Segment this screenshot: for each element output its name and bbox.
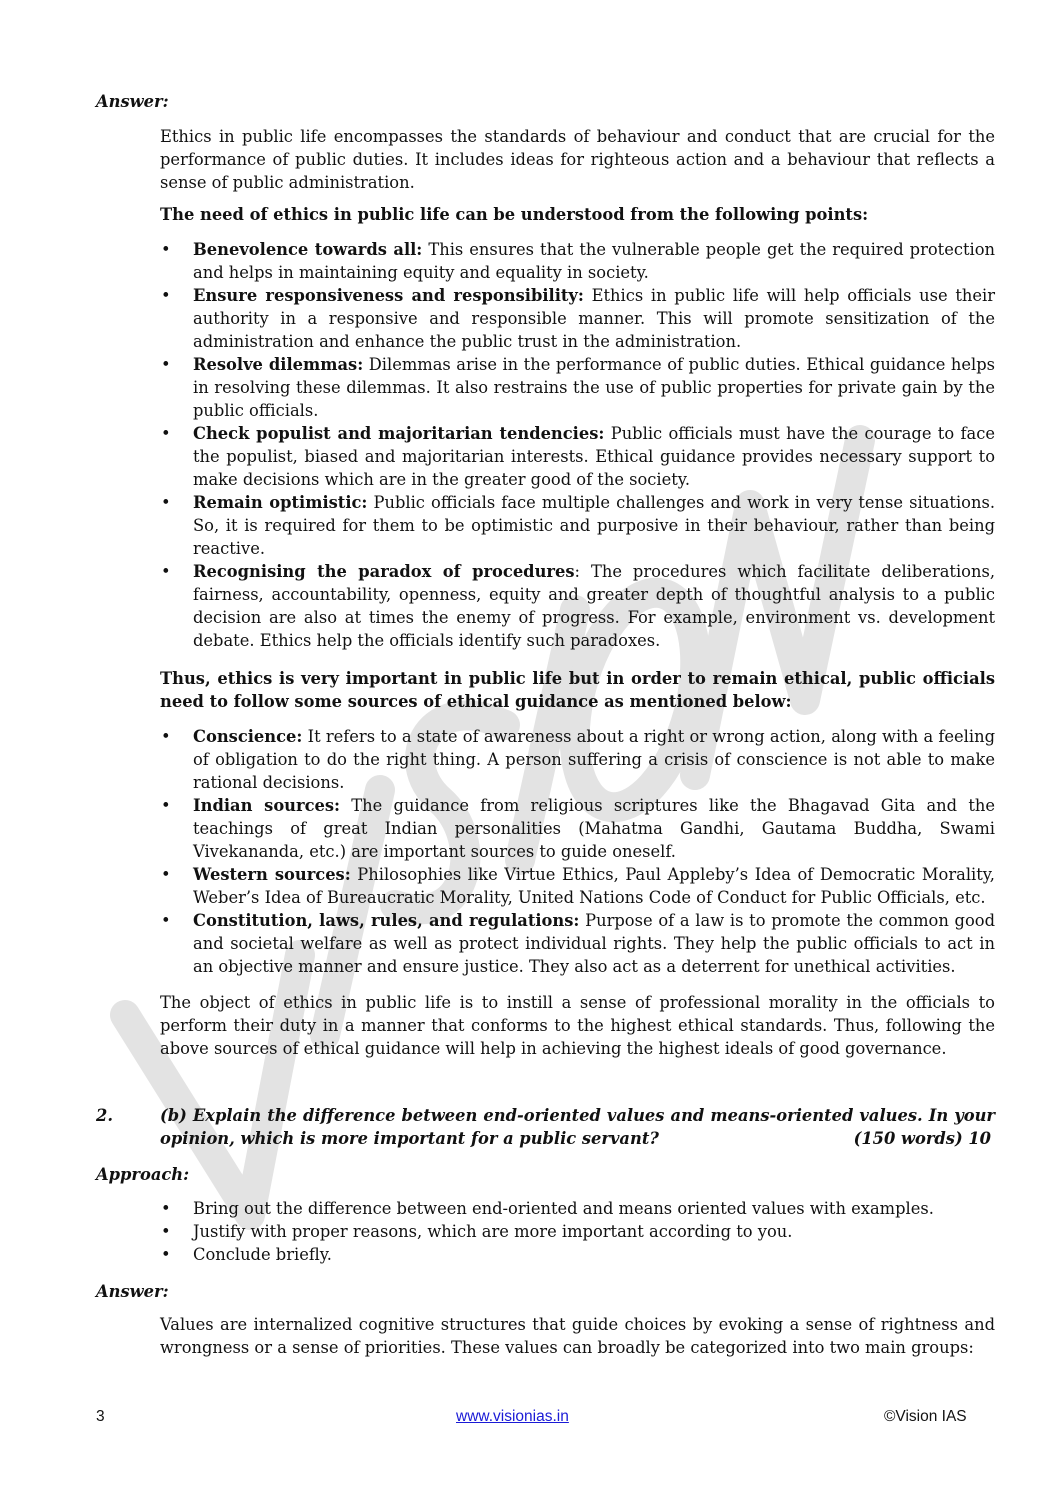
point-text: It refers to a state of awareness about a right or wrong action, along with a feeling of obligation to do the right thing. A person suffering a crisis of conscience is not able to make rational decisions.: [193, 727, 995, 792]
list-item: [160, 1197, 995, 1220]
point-term: Conscience:: [193, 727, 303, 746]
approach-label: Approach:: [96, 1165, 190, 1184]
point-text: The guidance from religious scriptures like the Bhagavad Gita and the teachings of great Indian personalities (Mahatma Gandhi, Gautama Buddha, Swami Vivekananda, etc.) are important sources to guide oneself.: [193, 796, 996, 861]
point-text: Philosophies like Virtue Ethics, Paul Appleby’s Idea of Democratic Morality, Weber’s Idea of Bureaucratic Morality, United Nations Code of Conduct for Public Officials, etc.: [193, 865, 995, 907]
bullet: •: [161, 355, 171, 374]
sources-heading: Thus, ethics is very important in public life but in order to remain ethical, public officials need to follow some sources of ethical guidance as mentioned below:: [160, 669, 995, 711]
point-term: Remain optimistic:: [193, 493, 368, 512]
page-number: 3: [96, 1408, 105, 1425]
answer-label: Answer:: [96, 92, 169, 111]
bullet: •: [161, 240, 171, 259]
website-link[interactable]: www.visionias.in: [456, 1408, 569, 1425]
bullet: •: [161, 1245, 171, 1264]
point-text: Conclude briefly.: [193, 1245, 332, 1264]
approach-list: [160, 1197, 995, 1266]
point-term: Recognising the paradox of procedures: [193, 562, 575, 581]
question-number: 2.: [96, 1106, 113, 1125]
need-heading: The need of ethics in public life can be understood from the following points:: [160, 205, 869, 224]
list-item: [160, 422, 995, 491]
question-marks: (150 words) 10: [853, 1129, 991, 1148]
copyright: ©Vision IAS: [884, 1408, 967, 1425]
bullet: •: [161, 911, 171, 930]
bullet: •: [161, 424, 171, 443]
list-item: [160, 1220, 995, 1243]
point-term: Indian sources:: [193, 796, 341, 815]
sources-points-list: [160, 725, 995, 978]
list-item: [160, 353, 995, 422]
point-term: Ensure responsiveness and responsibility:: [193, 286, 584, 305]
list-item: [160, 491, 995, 560]
point-text: Public officials face multiple challenges and work in very tense situations. So, it is required for them to be optimistic and purposive in their behaviour, rather than being reactive.: [193, 493, 995, 558]
bullet: •: [161, 286, 171, 305]
need-points-list: [160, 238, 995, 652]
intro-paragraph: Ethics in public life encompasses the standards of behaviour and conduct that are crucial for the performance of public duties. It includes ideas for righteous action and a behaviour that reflects a sense of public administration.: [160, 127, 995, 192]
list-item: [160, 863, 995, 909]
list-item: [160, 725, 995, 794]
list-item: [160, 1243, 995, 1266]
point-term: Western sources:: [193, 865, 351, 884]
point-term: Constitution, laws, rules, and regulations:: [193, 911, 580, 930]
answer2-paragraph: Values are internalized cognitive structures that guide choices by evoking a sense of rightness and wrongness or a sense of priorities. These values can broadly be categorized into two main groups:: [160, 1315, 995, 1357]
point-term: Benevolence towards all:: [193, 240, 423, 259]
bullet: •: [161, 1222, 171, 1241]
bullet: •: [161, 727, 171, 746]
point-text: Justify with proper reasons, which are more important according to you.: [193, 1222, 793, 1241]
bullet: •: [161, 1199, 171, 1218]
list-item: [160, 284, 995, 353]
point-term: Check populist and majoritarian tendencies:: [193, 424, 605, 443]
bullet: •: [161, 493, 171, 512]
list-item: [160, 794, 995, 863]
list-item: [160, 238, 995, 284]
point-term: Resolve dilemmas:: [193, 355, 364, 374]
question-body: (b) Explain the difference between end-oriented values and means-oriented values. In your opinion, which is more important for a public servant?: [160, 1106, 995, 1148]
website-link-wrap: [456, 1405, 569, 1428]
point-text: : The procedures which facilitate deliberations, fairness, accountability, openness, equity and greater depth of thoughtful analysis to a public decision are also at times the enemy of progress. For example, environment vs. development debate. Ethics help the officials identify such paradoxes.: [193, 562, 995, 650]
point-text: This ensures that the vulnerable people get the required protection and helps in maintaining equity and equality in society.: [193, 240, 995, 282]
bullet: •: [161, 562, 171, 581]
list-item: [160, 909, 995, 978]
bullet: •: [161, 796, 171, 815]
point-text: Ethics in public life will help officials use their authority in a responsive and responsible manner. This will promote sensitization of the administration and enhance the public trust in the administration.: [193, 286, 996, 351]
list-item: [160, 560, 995, 652]
conclusion-paragraph: The object of ethics in public life is to instill a sense of professional morality in the officials to perform their duty in a manner that conforms to the highest ethical standards. Thus, following the above sources of ethical guidance will help in achieving the highest ideals of good governance.: [160, 993, 995, 1058]
bullet: •: [161, 865, 171, 884]
point-text: Bring out the difference between end-oriented and means oriented values with examples.: [193, 1199, 934, 1218]
point-text: Dilemmas arise in the performance of public duties. Ethical guidance helps in resolving these dilemmas. It also restrains the use of public properties for private gain by the public officials.: [193, 355, 995, 420]
question-text: [160, 1104, 995, 1150]
point-text: Purpose of a law is to promote the common good and societal welfare as well as protect individual rights. They help the public officials to act in an objective manner and ensure justice. They also act as a deterrent for unethical activities.: [193, 911, 996, 976]
answer-label-2: Answer:: [96, 1282, 169, 1301]
point-text: Public officials must have the courage to face the populist, biased and majoritarian interests. Ethical guidance provides necessary support to make decisions which are in the greater good of the society.: [193, 424, 995, 489]
